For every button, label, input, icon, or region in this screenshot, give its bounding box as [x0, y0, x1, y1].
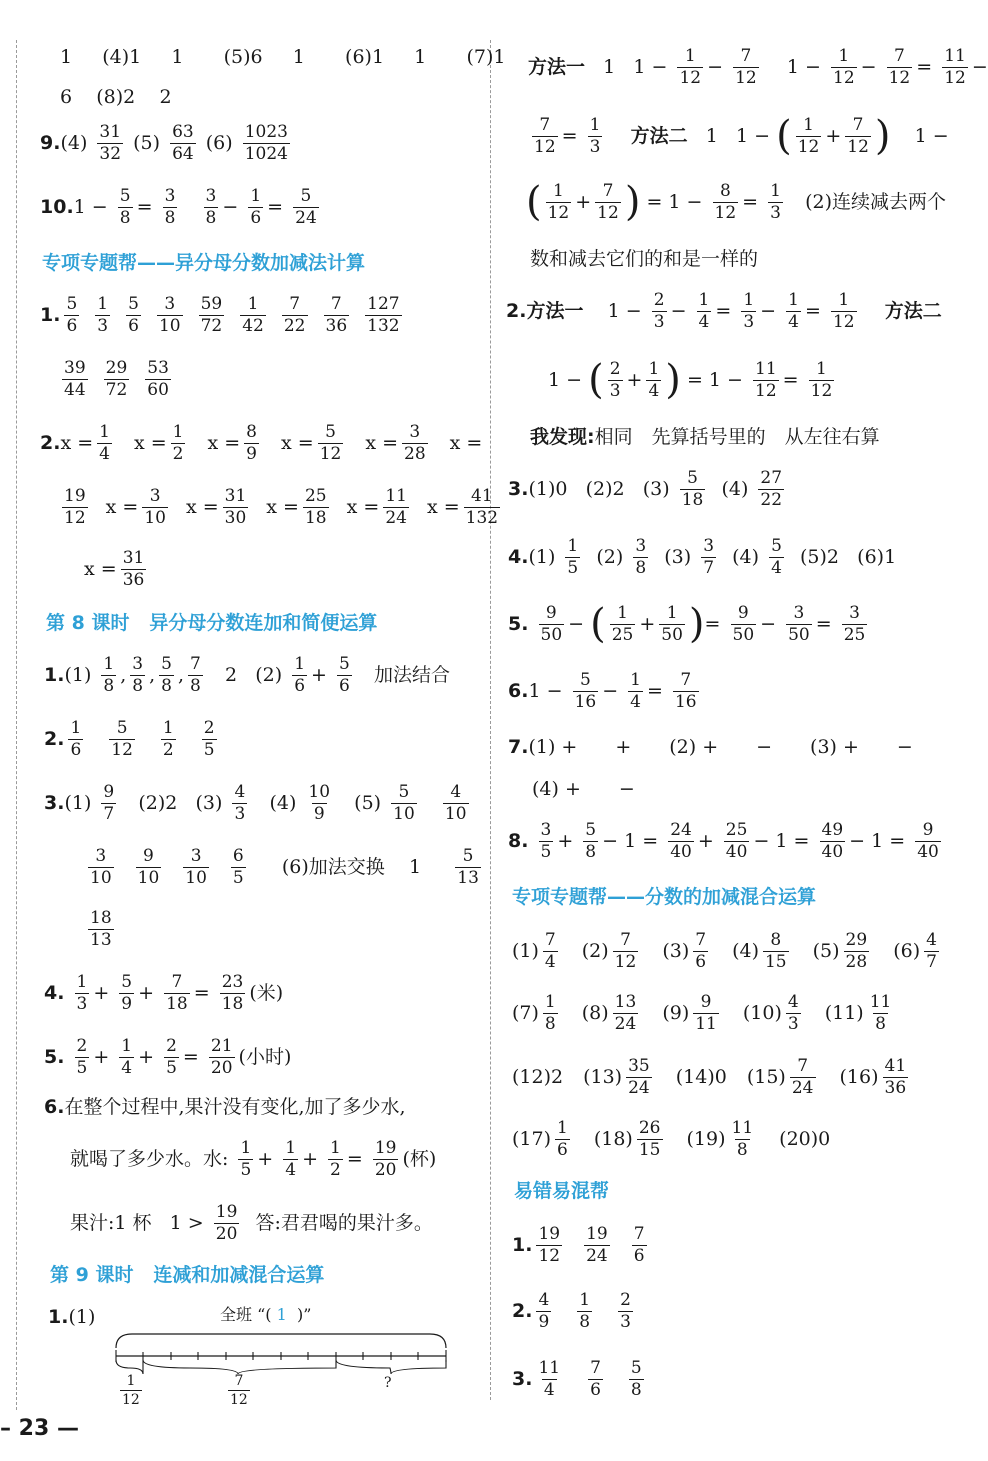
- fraction: $\frac{3}{7}$: [703, 536, 715, 578]
- fraction: $\frac{1}{12}$: [810, 358, 833, 401]
- fraction: $\frac{19}{12}$: [64, 486, 86, 528]
- error-q2: 2. $\frac{4}{9}$ $\frac{1}{8}$ $\frac{2}{3}$: [512, 1290, 631, 1332]
- fraction: $\frac{1}{50}$: [661, 602, 683, 645]
- fraction: $\frac{3}{10}$: [158, 294, 181, 336]
- item-number: (4): [732, 940, 759, 962]
- fraction: $\frac{5}{13}$: [457, 846, 479, 888]
- x-equals: x =: [185, 496, 219, 518]
- fraction: $\frac{29}{72}$: [105, 358, 128, 400]
- fraction: $\frac{1}{12}$: [679, 46, 702, 88]
- item-number: (3): [662, 940, 690, 962]
- item-number: (2): [581, 940, 609, 962]
- right-q5: 5. $\frac{9}{50}$ − ( $\frac{1}{25}$ + $\frac{1}{50}$ )= $\frac{9}{50}$ − $\frac{3}{50}$ = $\frac{3}{25}$: [508, 601, 866, 647]
- fraction: $\frac{1}{4}$: [648, 358, 660, 401]
- fraction: $\frac{63}{64}$: [172, 122, 194, 164]
- fraction: $\frac{31}{32}$: [99, 122, 122, 164]
- fraction: $\frac{9}{10}$: [137, 846, 160, 888]
- fraction: $\frac{1}{12}$: [122, 1373, 140, 1408]
- error-q3: 3. $\frac{11}{4}$ $\frac{7}{6}$ $\frac{5}{8}$: [512, 1358, 642, 1400]
- fraction: $\frac{3}{28}$: [404, 422, 426, 464]
- right-q8: 8. $\frac{3}{5}$ + $\frac{5}{8}$ − 1 = $\frac{24}{40}$ + $\frac{25}{40}$ − 1 = $\frac{49}{40}$ − 1 = $\frac{9}{40}$: [508, 820, 939, 862]
- fraction: $\frac{25}{18}$: [304, 486, 327, 528]
- question-10: 10.1 − $\frac{5}{8}$ = $\frac{3}{8}$ $\frac{3}{8}$ − $\frac{1}{6}$ = $\frac{5}{24}$: [40, 186, 317, 228]
- fraction: $\frac{4}{10}$: [444, 782, 467, 824]
- fraction: $\frac{13}{24}$: [614, 992, 637, 1034]
- dash-right: —: [56, 1416, 79, 1441]
- fraction: $\frac{24}{40}$: [670, 820, 692, 862]
- fraction: $\frac{7}{12}$: [614, 930, 637, 972]
- right-q3: 3.(1)0 (2)2 (3) $\frac{5}{18}$ (4) $\frac{27}{22}$: [508, 468, 783, 510]
- fraction: $\frac{10}{9}$: [308, 782, 331, 824]
- fraction: $\frac{3}{8}$: [635, 536, 647, 578]
- fraction: $\frac{1}{6}$: [557, 1118, 568, 1160]
- fraction: $\frac{1}{4}$: [121, 1036, 133, 1078]
- fraction: $\frac{5}{6}$: [66, 294, 78, 336]
- lesson9-q1-label: 1.(1): [48, 1306, 96, 1328]
- fraction: $\frac{1}{2}$: [162, 718, 174, 760]
- dash-left: –: [0, 1416, 11, 1441]
- fraction: $\frac{3}{50}$: [788, 602, 810, 645]
- answer-row-8-cont: 1 (4)1 1 (5)6 1 (6)1 1 (7)1: [60, 46, 506, 68]
- paren-left: (: [776, 113, 792, 159]
- item-number: (11): [824, 1002, 864, 1024]
- fraction: $\frac{41}{36}$: [884, 1056, 907, 1098]
- item-number: (1): [512, 940, 539, 962]
- fraction: $\frac{4}{3}$: [787, 992, 799, 1034]
- mixed-row-1: [512, 932, 963, 971]
- lesson8-q5: 5. $\frac{2}{5}$ + $\frac{1}{4}$ + $\frac{2}{5}$ = $\frac{21}{20}$ (小时): [44, 1036, 292, 1078]
- fraction: $\frac{1}{5}$: [567, 536, 579, 578]
- paren-right: ): [624, 179, 641, 225]
- fraction: $\frac{1}{4}$: [285, 1138, 297, 1180]
- lesson8-q3-row3: [84, 910, 118, 949]
- x-equals: x =: [426, 496, 460, 518]
- fraction: $\frac{7}{6}$: [695, 930, 707, 972]
- lesson-9-heading: 第 9 课时 连减和加减混合运算: [50, 1264, 325, 1286]
- right-q7-line2: (4) + −: [532, 778, 635, 800]
- x-equals: x =: [346, 496, 380, 518]
- fraction: $\frac{2}{5}$: [166, 1036, 177, 1078]
- fraction: $\frac{5}{8}$: [630, 1358, 642, 1400]
- fraction: $\frac{9}{50}$: [540, 602, 563, 645]
- special-q2-row3: x = $\frac{31}{36}$: [84, 548, 145, 590]
- paren-left: (: [588, 357, 604, 403]
- fraction: $\frac{7}{36}$: [325, 294, 348, 336]
- fraction: $\frac{18}{13}$: [90, 908, 112, 950]
- fraction: $\frac{5}{12}$: [319, 422, 342, 464]
- fraction: $\frac{7}{6}$: [633, 1224, 645, 1266]
- fraction: $\frac{3}{5}$: [540, 820, 552, 862]
- fraction: $\frac{4}{3}$: [234, 782, 246, 824]
- fraction: $\frac{5}{6}$: [338, 654, 350, 696]
- fraction: $\frac{5}{10}$: [393, 782, 415, 824]
- right-q2-method-two: 1 − ( $\frac{2}{3}$ + $\frac{1}{4}$ ) = 1 − $\frac{11}{12}$ = $\frac{1}{12}$: [548, 357, 833, 403]
- fraction: $\frac{25}{40}$: [725, 820, 748, 862]
- fraction: $\frac{29}{28}$: [845, 930, 868, 972]
- lesson8-q3-row1: 3.(1) $\frac{9}{7}$ (2)2 (3) $\frac{4}{3}$ (4) $\frac{10}{9}$ (5) $\frac{5}{10}$ $\frac{4}{10}$: [44, 782, 467, 824]
- lesson8-q6-line2: 就喝了多少水。水: $\frac{1}{5}$ + $\frac{1}{4}$ + $\frac{1}{2}$ = $\frac{19}{20}$ (杯): [70, 1138, 437, 1180]
- fraction: $\frac{7}{24}$: [791, 1056, 814, 1098]
- fraction: $\frac{5}{24}$: [295, 186, 317, 228]
- x-equals: x =: [266, 496, 299, 518]
- fraction: $\frac{11}{8}$: [869, 992, 892, 1034]
- fraction: $\frac{53}{60}$: [147, 358, 169, 400]
- x-equals: x =: [207, 432, 241, 454]
- fraction: $\frac{1}{4}$: [99, 422, 110, 464]
- fraction: $\frac{1}{4}$: [788, 290, 799, 332]
- item-number: (8): [581, 1002, 609, 1024]
- fraction: $\frac{1}{3}$: [743, 290, 755, 332]
- diagram-unknown: ?: [384, 1375, 392, 1391]
- fraction: $\frac{1}{6}$: [70, 718, 82, 760]
- fraction: $\frac{7}{4}$: [544, 930, 556, 972]
- item-number: (7): [512, 1002, 539, 1024]
- special-q1-row1: 1. $\frac{5}{6}$ $\frac{1}{3}$ $\frac{5}{6}$ $\frac{3}{10}$ $\frac{59}{72}$ $\frac{1}{42}$ $\frac{7}{22}$ $\frac{7}{36}$ $\frac{127}{132}$: [40, 294, 400, 336]
- special-q1-row2: [58, 360, 183, 399]
- item-number: (5): [812, 940, 840, 962]
- special-q2-row2: [58, 488, 504, 527]
- diagram-bottom-label-2: [224, 1374, 254, 1407]
- fraction: $\frac{1}{6}$: [294, 654, 306, 696]
- section-heading-mixed-operations: 专项专题帮——分数的加减混合运算: [512, 886, 817, 908]
- paren-right: ): [688, 601, 705, 647]
- page-number: – 23 —: [0, 1416, 79, 1441]
- fraction: $\frac{1}{42}$: [242, 294, 264, 336]
- fraction: $\frac{11}{4}$: [538, 1358, 561, 1400]
- fraction: $\frac{3}{10}$: [185, 846, 207, 888]
- fraction: $\frac{21}{20}$: [210, 1036, 233, 1078]
- fraction: $\frac{3}{8}$: [164, 186, 176, 228]
- fraction: $\frac{2}{3}$: [620, 1290, 631, 1332]
- paren-right: ): [874, 113, 891, 159]
- right-q2: 2.方法一 1 − $\frac{2}{3}$ − $\frac{1}{4}$ = $\frac{1}{3}$ − $\frac{1}{4}$ = $\frac{1}{12}$ 方法二: [506, 290, 942, 332]
- fraction: $\frac{1}{8}$: [544, 992, 556, 1034]
- paren-left: (: [590, 601, 606, 647]
- fraction: $\frac{1}{12}$: [833, 46, 855, 88]
- fraction: $\frac{5}{18}$: [681, 468, 704, 510]
- fraction: $\frac{11}{12}$: [755, 358, 777, 401]
- fraction: $\frac{7}{12}$: [735, 46, 757, 88]
- answer-row-8-cont-2: 6 (8)2 2: [60, 86, 172, 108]
- fraction: $\frac{2}{3}$: [609, 358, 621, 401]
- fraction: $\frac{1}{6}$: [250, 186, 262, 228]
- fraction: $\frac{7}{12}$: [230, 1373, 248, 1408]
- fraction: $\frac{31}{30}$: [224, 486, 247, 528]
- fraction: $\frac{7}{12}$: [847, 114, 869, 157]
- fraction: $\frac{2}{5}$: [76, 1036, 88, 1078]
- fraction: $\frac{7}{22}$: [283, 294, 306, 336]
- method-two-line: $\frac{7}{12}$ = $\frac{1}{3}$ 方法二 1 1 − ( $\frac{1}{12}$ + $\frac{7}{12}$ ) 1 −: [534, 113, 949, 159]
- lesson8-q1: 1.(1) $\frac{1}{8}$ , $\frac{3}{8}$ , $\frac{5}{8}$ , $\frac{7}{8}$ 2 (2) $\frac{1}{6}$ + $\frac{5}{6}$ 加法结合: [44, 654, 450, 696]
- fraction: $\frac{7}{16}$: [674, 670, 697, 712]
- item-number: (12)2: [512, 1066, 564, 1088]
- item-number: (14)0: [675, 1066, 727, 1088]
- fraction: $\frac{11}{24}$: [385, 486, 407, 528]
- method-conclusion: 数和减去它们的和是一样的: [530, 248, 759, 270]
- fraction: $\frac{1023}{1024}$: [244, 122, 288, 164]
- fraction: $\frac{49}{40}$: [821, 820, 844, 862]
- fraction: $\frac{1}{4}$: [698, 290, 710, 332]
- question-9: 9.(4) $\frac{31}{32}$ (5) $\frac{63}{64}$ (6) $\frac{1023}{1024}$: [40, 122, 288, 164]
- fraction: $\frac{19}{24}$: [586, 1224, 608, 1266]
- x-equals: x =: [133, 432, 167, 454]
- fraction: $\frac{7}{12}$: [888, 46, 911, 88]
- x-equals: x =: [365, 432, 399, 454]
- fraction: $\frac{2}{5}$: [203, 718, 215, 760]
- method-one-line: 方法一 1 1 − $\frac{1}{12}$ − $\frac{7}{12}$ 1 − $\frac{1}{12}$ − $\frac{7}{12}$ = $\frac{11}{12}$ −: [528, 46, 988, 88]
- fraction: $\frac{41}{132}$: [465, 486, 499, 528]
- lesson8-q6-line3: 果汁:1 杯 1 > $\frac{19}{20}$ 答:君君喝的果汁多。: [70, 1202, 433, 1244]
- fraction: $\frac{1}{8}$: [579, 1290, 591, 1332]
- diagram-top-label: 全班 “( 1 )”: [220, 1305, 312, 1324]
- item-number: (13): [583, 1066, 623, 1088]
- fraction: $\frac{1}{12}$: [547, 180, 570, 223]
- right-q7-line1: 7.(1) + + (2) + − (3) + −: [508, 736, 913, 758]
- x-equals: x =: [105, 496, 139, 518]
- mixed-row-3: [512, 1058, 932, 1097]
- fraction: $\frac{1}{4}$: [630, 670, 641, 712]
- fraction: $\frac{5}{4}$: [771, 536, 782, 578]
- fraction: $\frac{6}{5}$: [232, 846, 244, 888]
- item-number: (19): [686, 1128, 726, 1150]
- fraction: $\frac{8}{9}$: [246, 422, 257, 464]
- mixed-row-4: [512, 1120, 850, 1159]
- fraction: $\frac{7}{8}$: [190, 654, 201, 696]
- fraction: $\frac{19}{20}$: [374, 1138, 397, 1180]
- fraction: $\frac{1}{12}$: [797, 114, 820, 157]
- fraction: $\frac{7}{12}$: [597, 180, 619, 223]
- fraction: $\frac{7}{18}$: [166, 972, 188, 1014]
- diagram-bottom-labels: [116, 1374, 146, 1407]
- fraction: $\frac{9}{7}$: [103, 782, 115, 824]
- fraction: $\frac{35}{24}$: [628, 1056, 650, 1098]
- fraction: $\frac{5}{8}$: [161, 654, 172, 696]
- fraction: $\frac{11}{12}$: [944, 46, 966, 88]
- fraction: $\frac{5}{8}$: [119, 186, 131, 228]
- fraction: $\frac{4}{9}$: [538, 1290, 550, 1332]
- fraction: $\frac{39}{44}$: [64, 358, 86, 400]
- column-divider: [490, 40, 491, 1400]
- fraction: $\frac{11}{8}$: [731, 1118, 754, 1160]
- method-two-cont: ( $\frac{1}{12}$ + $\frac{7}{12}$ ) = 1 − $\frac{8}{12}$ = $\frac{1}{3}$ (2)连续减去两个: [526, 179, 947, 225]
- x-equals: x =: [281, 432, 314, 454]
- item-number: (16): [839, 1066, 879, 1088]
- lesson8-q3-row2: $\frac{3}{10}$ $\frac{9}{10}$ $\frac{3}{10}$ $\frac{6}{5}$ (6)加法交换 1 $\frac{5}{13}$: [90, 846, 479, 888]
- fraction: $\frac{59}{72}$: [200, 294, 223, 336]
- lesson8-q4: 4. $\frac{1}{3}$ + $\frac{5}{9}$ + $\frac{7}{18}$ = $\frac{23}{18}$ (米): [44, 972, 284, 1014]
- fraction: $\frac{5}{16}$: [574, 670, 597, 712]
- item-number: (18): [593, 1128, 633, 1150]
- fraction: $\frac{1}{3}$: [97, 294, 109, 336]
- special-q2-row1: 2.x = $\frac{1}{4}$ x = $\frac{1}{2}$ x = $\frac{8}{9}$ x = $\frac{5}{12}$ x = $\frac{3}{28}$ x =: [40, 422, 483, 464]
- right-q4: 4.(1) $\frac{1}{5}$ (2) $\frac{3}{8}$ (3) $\frac{3}{7}$ (4) $\frac{5}{4}$ (5)2 (6)1: [508, 536, 897, 578]
- item-number: (15): [746, 1066, 786, 1088]
- item-number: (6): [893, 940, 921, 962]
- fraction: $\frac{1}{12}$: [832, 290, 855, 332]
- fraction: $\frac{5}{12}$: [111, 718, 133, 760]
- fraction: $\frac{7}{12}$: [534, 114, 556, 157]
- fraction: $\frac{1}{2}$: [172, 422, 184, 464]
- fraction: $\frac{1}{3}$: [589, 114, 601, 157]
- fraction: $\frac{9}{11}$: [695, 992, 717, 1034]
- fraction: $\frac{1}{8}$: [103, 654, 115, 696]
- fraction: $\frac{5}{6}$: [128, 294, 139, 336]
- segment-diagram: [110, 1330, 455, 1380]
- fraction: $\frac{4}{7}$: [926, 930, 937, 972]
- fraction: $\frac{8}{15}$: [764, 930, 787, 972]
- fraction: $\frac{7}{6}$: [590, 1358, 601, 1400]
- item-number: (20)0: [779, 1128, 831, 1150]
- fraction: $\frac{19}{20}$: [215, 1202, 238, 1244]
- error-q1: 1. $\frac{19}{12}$ $\frac{19}{24}$ $\frac{7}{6}$: [512, 1224, 645, 1266]
- section-heading-error-prone: 易错易混帮: [514, 1180, 610, 1202]
- discovery-line: 我发现:相同 先算括号里的 从左往右算: [530, 426, 880, 448]
- fraction: $\frac{3}{10}$: [144, 486, 166, 528]
- fraction: $\frac{9}{40}$: [917, 820, 939, 862]
- fraction: $\frac{8}{12}$: [714, 180, 737, 223]
- item-number: (17): [512, 1128, 552, 1150]
- fraction: $\frac{3}{25}$: [843, 602, 866, 645]
- fraction: $\frac{19}{12}$: [538, 1224, 561, 1266]
- fraction: $\frac{26}{15}$: [638, 1118, 661, 1160]
- left-margin-line: [16, 40, 17, 1410]
- fraction: $\frac{3}{10}$: [90, 846, 112, 888]
- mixed-row-2: [512, 994, 917, 1033]
- fraction: $\frac{1}{2}$: [330, 1138, 341, 1180]
- item-number: (10): [742, 1002, 782, 1024]
- fraction: $\frac{31}{36}$: [122, 548, 145, 590]
- fraction: $\frac{1}{3}$: [770, 180, 781, 223]
- item-number: (9): [662, 1002, 690, 1024]
- fraction: $\frac{127}{132}$: [367, 294, 400, 336]
- x-equals: x =: [60, 432, 94, 454]
- paren-right: ): [665, 357, 681, 403]
- fraction: $\frac{5}{9}$: [121, 972, 133, 1014]
- fraction: $\frac{27}{22}$: [760, 468, 783, 510]
- fraction: $\frac{2}{3}$: [653, 290, 665, 332]
- fraction: $\frac{1}{25}$: [611, 602, 634, 645]
- fraction: $\frac{1}{3}$: [76, 972, 88, 1014]
- paren-left: (: [526, 179, 542, 225]
- fraction: $\frac{9}{50}$: [732, 602, 755, 645]
- fraction: $\frac{3}{8}$: [205, 186, 217, 228]
- lesson8-q6-line1: 6.在整个过程中,果汁没有变化,加了多少水,: [44, 1096, 406, 1118]
- lesson8-q2: 2. $\frac{1}{6}$ $\frac{5}{12}$ $\frac{1}{2}$ $\frac{2}{5}$: [44, 718, 215, 760]
- fraction: $\frac{3}{8}$: [132, 654, 144, 696]
- section-heading-unlike-denominators: 专项专题帮——异分母分数加减法计算: [42, 252, 366, 274]
- right-q6: 6.1 − $\frac{5}{16}$ − $\frac{1}{4}$ = $\frac{7}{16}$: [508, 670, 697, 712]
- fraction: $\frac{1}{5}$: [240, 1138, 252, 1180]
- lesson-8-heading: 第 8 课时 异分母分数连加和简便运算: [46, 612, 378, 634]
- fraction: $\frac{23}{18}$: [221, 972, 244, 1014]
- fraction: $\frac{5}{8}$: [585, 820, 597, 862]
